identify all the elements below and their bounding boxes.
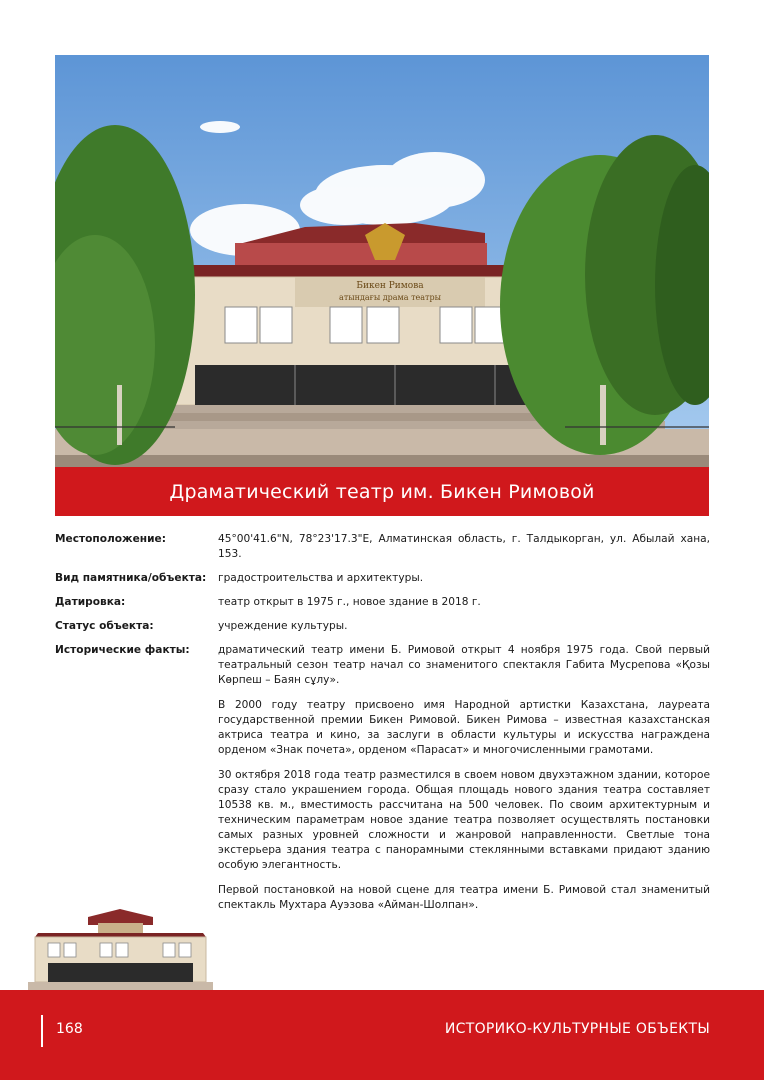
history-paragraph: В 2000 году театру присвоено имя Народной артистки Казахстана, лауреата государственной премии Бикен Римовой. Бикен Римова – известная казахстанская актриса театра и кино, за заслуги в области культуры и искусства награждена орденом «Знак почета», орденом «Парасат» и многочисленными грамотами. <box>218 699 710 756</box>
facade-sign-line1: Бикен Римова <box>356 281 424 291</box>
history-paragraph: Первой постановкой на новой сцене для театра имени Б. Римовой стал знаменитый спектакль Мухтара Ауэзова «Айман-Шолпан». <box>218 884 710 911</box>
object-info <box>55 532 710 922</box>
location-label: Местоположение: <box>55 533 166 545</box>
info-row-type <box>55 571 710 586</box>
section-title: ИСТОРИКО-КУЛЬТУРНЫЕ ОБЪЕКТЫ <box>444 1021 710 1037</box>
history-label: Исторические факты: <box>55 644 190 656</box>
object-title: Драматический театр им. Бикен Римовой <box>55 467 709 516</box>
status-value: учреждение культуры. <box>218 620 348 632</box>
building-thumbnail-illustration <box>28 905 213 990</box>
status-label: Статус объекта: <box>55 620 154 632</box>
building-thumbnail <box>28 905 213 990</box>
history-paragraph: 30 октября 2018 года театр разместился в своем новом двухэтажном здании, которое сразу стало украшением города. Общая площадь нового здания театра составляет 10538 кв. м., вместимость рассчитана на 500 человек. По своим архитектурным и техническим параметрам новое здание театра позволяет осуществлять постановки самых разных уровней сложности и жанровой направленности. Светлые тона экстерьера здания театра с панорамными стеклянными вставками придают зданию особую элегантность. <box>218 769 710 871</box>
dating-label: Датировка: <box>55 596 126 608</box>
type-label: Вид памятника/объекта: <box>55 572 207 584</box>
dating-value: театр открыт в 1975 г., новое здание в 2018 г. <box>218 596 481 608</box>
info-row-location <box>55 532 710 562</box>
type-value: градостроительства и архитектуры. <box>218 572 424 584</box>
theatre-building-illustration <box>55 55 709 467</box>
footer-divider <box>41 1015 43 1047</box>
page-number: 168 <box>56 1021 83 1037</box>
info-row-history <box>55 643 710 913</box>
hero-photo <box>55 55 709 467</box>
info-row-status <box>55 619 710 634</box>
facade-sign-line2: атындағы драма театры <box>339 293 441 302</box>
history-text <box>218 643 710 913</box>
location-value: 45°00'41.6"N, 78°23'17.3"E, Алматинская область, г. Талдыкорган, ул. Абылай хана, 153. <box>218 533 710 560</box>
page-footer <box>0 990 764 1080</box>
history-paragraph: драматический театр имени Б. Римовой открыт 4 ноября 1975 года. Свой первый театральный сезон театр начал со знаменитого спектакля Габита Мусрепова «Қозы Көрпеш – Баян сұлу». <box>218 644 710 686</box>
info-row-dating <box>55 595 710 610</box>
